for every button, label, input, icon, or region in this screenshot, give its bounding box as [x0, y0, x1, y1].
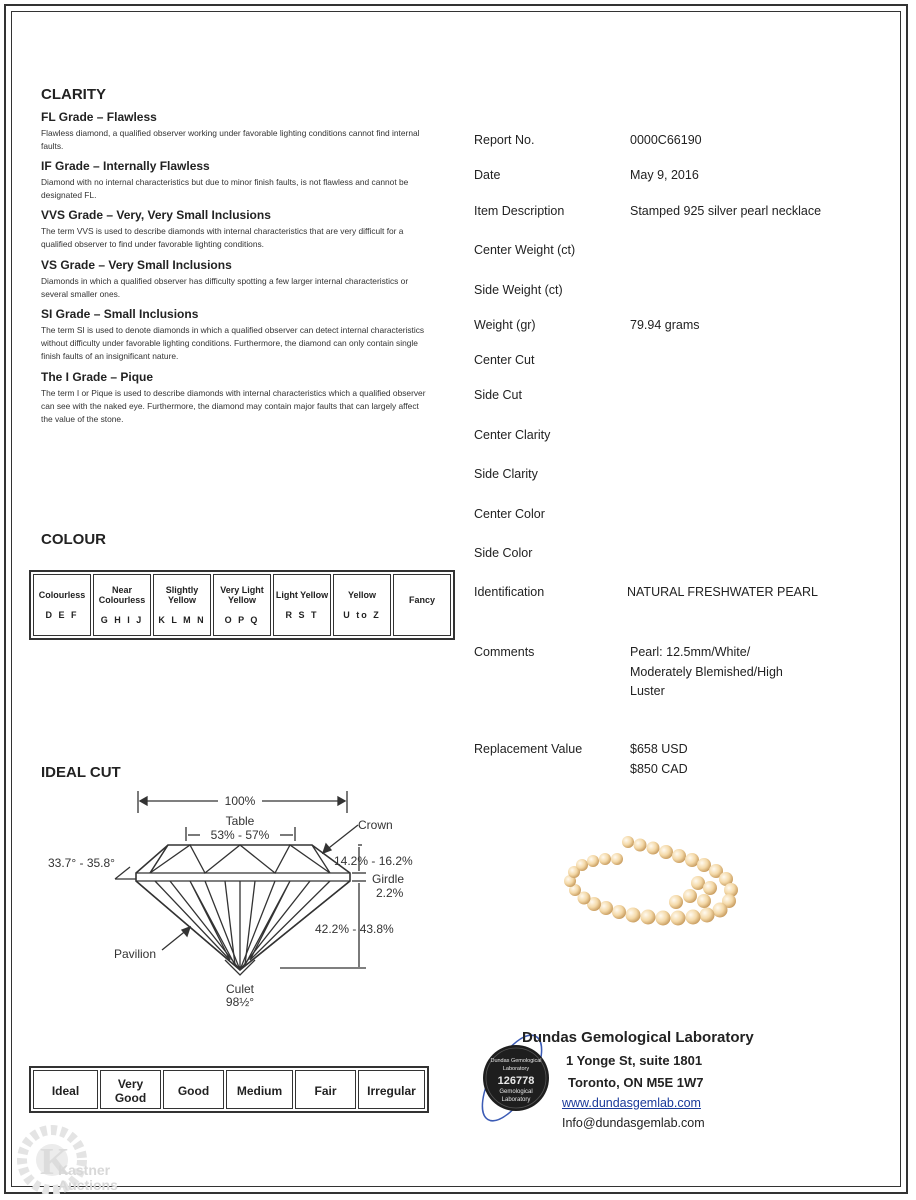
grade-desc-i: The term I or Pique is used to describe diamonds with internal characteristics which a qualified observer can see with the naked eye. Furthermore, the diamond may contain major faults that can largely affect the value of the stone. — [41, 388, 426, 424]
field-label: Center Cut — [474, 353, 535, 367]
culet-value: 98½° — [225, 995, 255, 1009]
watermark-letter: K — [40, 1141, 70, 1183]
width-arrow-right — [338, 797, 345, 805]
crown-pointer-head — [323, 844, 331, 853]
crown-pointer — [325, 825, 358, 851]
grade-title-vs: VS Grade – Very Small Inclusions — [41, 258, 232, 272]
colour-cell — [33, 574, 91, 636]
lab-address-1: 1 Yonge St, suite 1801 — [566, 1053, 703, 1068]
colour-name: Very Light Yellow — [220, 585, 264, 605]
ideal-cut-heading: IDEAL CUT — [41, 764, 121, 781]
culet-label: Culet — [225, 982, 255, 996]
colour-name: Yellow — [347, 590, 376, 600]
comments-line: Luster — [630, 684, 665, 698]
cut-grade-cell: Medium — [226, 1070, 293, 1109]
crown-facets — [150, 845, 330, 873]
colour-code: G H I J — [100, 615, 144, 625]
field-label: Identification — [474, 585, 545, 599]
grade-desc-vs: Diamonds in which a qualified observer has difficulty spotting a few larger internal characteristics or several smaller ones. — [41, 276, 409, 299]
colour-name: Near Colourless — [98, 585, 146, 605]
svg-text:Dundas Gemological: Dundas Gemological — [490, 1058, 542, 1064]
colour-table — [29, 570, 455, 640]
width-arrow-left — [140, 797, 147, 805]
clarity-heading: CLARITY — [41, 86, 106, 103]
field-label: Center Weight (ct) — [474, 243, 576, 257]
cut-grade-cell: Fair — [295, 1070, 356, 1109]
report-date: May 9, 2016 — [630, 168, 699, 182]
replacement-cad: $850 CAD — [630, 762, 688, 776]
diamond-diagram — [40, 785, 440, 1010]
comments-line: Pearl: 12.5mm/White/ — [630, 645, 751, 659]
grade-title-fl: FL Grade – Flawless — [41, 110, 157, 124]
field-label: Comments — [474, 645, 535, 659]
table-range: 53% - 57% — [210, 828, 270, 842]
girdle-value: 2.2% — [376, 886, 404, 900]
colour-cell — [393, 574, 451, 636]
pavilion-facets-inner — [155, 881, 235, 965]
field-label: Center Color — [474, 507, 545, 521]
colour-cell — [153, 574, 211, 636]
item-description: Stamped 925 silver pearl necklace — [630, 204, 822, 218]
pearl-necklace-image — [548, 828, 748, 938]
field-label: Side Color — [474, 546, 533, 560]
field-label: Side Clarity — [474, 467, 538, 481]
lab-name: Dundas Gemological Laboratory — [522, 1029, 754, 1046]
field-label: Date — [474, 168, 501, 182]
lab-email: Info@dundasgemlab.com — [562, 1116, 705, 1130]
colour-cell — [273, 574, 331, 636]
pavilion-pointer-head — [182, 927, 190, 936]
colour-code: D E F — [45, 610, 79, 620]
svg-text:Gemological: Gemological — [499, 1089, 533, 1095]
report-number: 0000C66190 — [630, 133, 702, 147]
kastner-auctions-watermark — [14, 1112, 154, 1194]
field-label: Replacement Value — [474, 742, 583, 756]
colour-code: K L M N — [158, 615, 206, 625]
pavilion-depth-label: 42.2% - 43.8% — [315, 922, 394, 936]
width-label: 100% — [224, 794, 256, 808]
lab-address-2: Toronto, ON M5E 1W7 — [568, 1075, 704, 1090]
crown-angle-line — [115, 867, 130, 879]
watermark-word: Auctions — [58, 1177, 118, 1193]
cut-grade-table — [29, 1066, 429, 1113]
colour-cell — [93, 574, 151, 636]
crown-height-label: 14.2% - 16.2% — [334, 854, 413, 868]
svg-text:Laboratory: Laboratory — [501, 1097, 531, 1103]
field-label: Side Weight (ct) — [474, 283, 563, 297]
crown-label: Crown — [358, 818, 393, 832]
svg-text:Laboratory: Laboratory — [502, 1066, 530, 1072]
grade-desc-vvs: The term VVS is used to describe diamonds with internal characteristics that are very difficult for a qualified observer to find under favorable lighting conditions. — [41, 226, 404, 249]
colour-heading: COLOUR — [41, 531, 106, 548]
colour-name: Fancy — [408, 595, 435, 605]
replacement-usd: $658 USD — [630, 742, 688, 756]
field-label: Center Clarity — [474, 428, 551, 442]
pavilion-label: Pavilion — [114, 947, 157, 961]
cut-grade-cell: Good — [163, 1070, 224, 1109]
colour-cell — [213, 574, 271, 636]
colour-code: U to Z — [343, 610, 381, 620]
colour-cell — [333, 574, 391, 636]
cut-grade-cell: Irregular — [358, 1070, 425, 1109]
crown-angle-label: 33.7° - 35.8° — [48, 856, 115, 870]
grade-title-si: SI Grade – Small Inclusions — [41, 307, 199, 321]
cut-grade-cell: Ideal — [33, 1070, 98, 1109]
watermark-word: Kastner — [58, 1162, 111, 1178]
field-label: Side Cut — [474, 388, 522, 402]
comments-line: Moderately Blemished/High — [630, 665, 783, 679]
colour-code: R S T — [285, 610, 319, 620]
svg-text:126778: 126778 — [497, 1075, 535, 1087]
weight-value: 79.94 grams — [630, 318, 700, 332]
colour-name: Colourless — [38, 590, 86, 600]
colour-name: Slightly Yellow — [165, 585, 199, 605]
table-label: Table — [225, 814, 255, 828]
grade-title-vvs: VVS Grade – Very, Very Small Inclusions — [41, 208, 271, 222]
field-label: Weight (gr) — [474, 318, 536, 332]
grade-title-if: IF Grade – Internally Flawless — [41, 159, 210, 173]
field-label: Item Description — [474, 204, 565, 218]
grade-title-i: The I Grade – Pique — [41, 370, 154, 384]
lab-website-link[interactable]: www.dundasgemlab.com — [562, 1096, 701, 1110]
colour-name: Light Yellow — [275, 590, 329, 600]
cut-grade-cell: Very Good — [100, 1070, 161, 1109]
field-label: Report No. — [474, 133, 535, 147]
identification-value: NATURAL FRESHWATER PEARL — [627, 585, 818, 599]
grade-desc-si: The term SI is used to denote diamonds in which a qualified observer can detect internal characteristics without difficulty under favorable lighting conditions. Furthermore, the diamond can only contain single finish faults of an insignificant nature. — [41, 325, 425, 361]
grade-desc-fl: Flawless diamond, a qualified observer working under favorable lighting conditions cannot find internal faults. — [41, 128, 420, 151]
girdle-label: Girdle — [372, 872, 405, 886]
grade-desc-if: Diamond with no internal characteristics but due to minor finish faults, is not flawless and cannot be designated FL. — [41, 177, 409, 200]
colour-code: O P Q — [224, 615, 260, 625]
